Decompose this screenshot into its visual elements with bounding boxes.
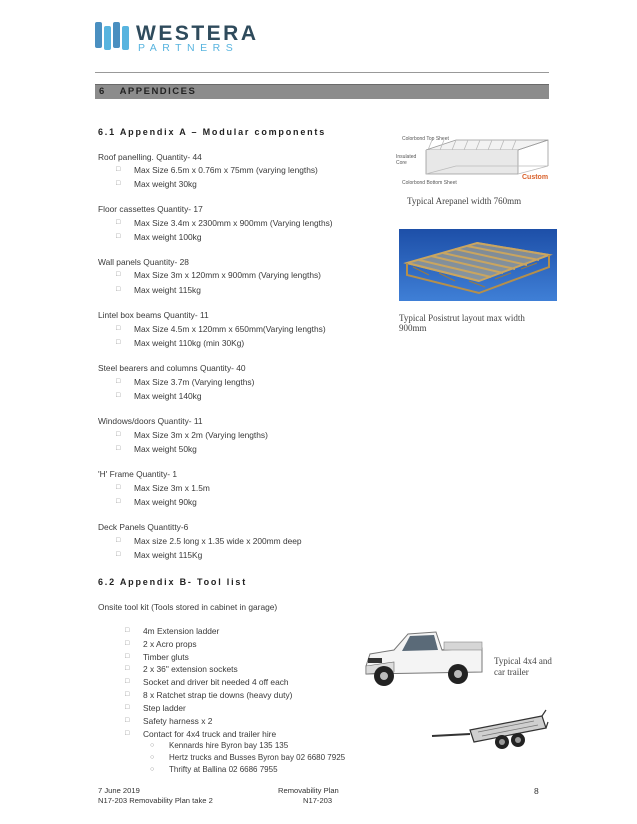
bullet-icon: □ — [116, 271, 121, 278]
vehicle-caption-line1: Typical 4x4 and — [494, 656, 552, 666]
logo-primary-text: WESTERA — [136, 22, 259, 45]
group-item: Max weight 115kg — [134, 285, 201, 295]
bullet-icon: □ — [116, 392, 121, 399]
group-item: Max weight 140kg — [134, 391, 202, 401]
tool-item: 2 x Acro props — [143, 639, 197, 649]
tool-item: Contact for 4x4 truck and trailer hire — [143, 729, 277, 739]
group-title: Floor cassettes Quantity- 17 — [98, 204, 203, 214]
vehicle-caption-line2: car trailer — [494, 667, 529, 677]
bullet-icon: □ — [116, 325, 121, 332]
group-title: Steel bearers and columns Quantity- 40 — [98, 363, 246, 373]
group-item: Max Size 4.5m x 120mm x 650mm(Varying lengths) — [134, 324, 326, 334]
tool-item: 8 x Ratchet strap tie downs (heavy duty) — [143, 690, 293, 700]
group-title: Roof panelling. Quantity- 44 — [98, 152, 202, 162]
tool-item: Timber gluts — [143, 652, 189, 662]
bullet-icon: □ — [116, 484, 121, 491]
section-title: 6 APPENDICES — [99, 86, 197, 97]
group-item: Max Size 3.7m (Varying lengths) — [134, 377, 255, 387]
page-number: 8 — [534, 786, 539, 796]
bullet-icon: □ — [125, 640, 130, 647]
ute-truck-image — [360, 626, 486, 692]
bullet-icon: □ — [125, 730, 130, 737]
footer-center-title: Removability Plan — [278, 786, 339, 795]
hire-contact: Kennards hire Byron bay 135 135 — [169, 741, 289, 750]
bullet-icon: □ — [116, 166, 121, 173]
appendix-b-heading: 6.2 Appendix B- Tool list — [98, 577, 248, 587]
bullet-icon: □ — [116, 219, 121, 226]
section-heading-bar — [95, 84, 549, 99]
group-item: Max weight 90kg — [134, 497, 197, 507]
bullet-icon: □ — [125, 678, 130, 685]
bullet-icon: □ — [125, 653, 130, 660]
group-item: Max weight 50kg — [134, 444, 197, 454]
arepanel-caption: Typical Arepanel width 760mm — [407, 196, 522, 206]
group-item: Max Size 6.5m x 0.76m x 75mm (varying lengths) — [134, 165, 318, 175]
group-title: Deck Panels Quantitty-6 — [98, 522, 189, 532]
group-item: Max weight 110kg (min 30Kg) — [134, 338, 245, 348]
bullet-icon: □ — [116, 339, 121, 346]
bullet-icon: □ — [116, 431, 121, 438]
group-item: Max weight 100kg — [134, 232, 202, 242]
bullet-icon: □ — [116, 378, 121, 385]
group-title: Windows/doors Quantity- 11 — [98, 416, 203, 426]
arepanel-label-top: Colorbond Top Sheet — [402, 136, 449, 142]
bullet-icon: □ — [116, 445, 121, 452]
bullet-icon: □ — [125, 691, 130, 698]
bullet-icon: □ — [125, 717, 130, 724]
group-item: Max Size 3m x 1.5m — [134, 483, 210, 493]
tool-item: 2 x 36" extension sockets — [143, 664, 238, 674]
logo-secondary-text: PARTNERS — [138, 42, 239, 54]
bullet-icon: □ — [125, 665, 130, 672]
arepanel-brand-logo: Custom — [522, 174, 549, 181]
arepanel-label-bottom: Colorbond Bottom Sheet — [402, 180, 457, 186]
group-title: 'H' Frame Quantity- 1 — [98, 469, 178, 479]
westera-logo-icon — [95, 20, 131, 52]
car-trailer-image — [430, 708, 550, 754]
tool-kit-intro: Onsite tool kit (Tools stored in cabinet in garage) — [98, 602, 278, 612]
bullet-icon: □ — [116, 286, 121, 293]
footer-date: 7 June 2019 — [98, 786, 140, 795]
sub-bullet-icon: ○ — [150, 742, 155, 749]
arepanel-label-core: Insulated Core — [396, 154, 417, 166]
posistrut-caption-line2: 900mm — [399, 323, 427, 333]
arepanel-diagram — [396, 136, 556, 192]
hire-contact: Thrifty at Ballina 02 6686 7955 — [169, 765, 278, 774]
bullet-icon: □ — [116, 180, 121, 187]
appendix-a-heading: 6.1 Appendix A – Modular components — [98, 127, 327, 137]
group-item: Max weight 115Kg — [134, 550, 203, 560]
tool-item: Socket and driver bit needed 4 off each — [143, 677, 289, 687]
posistrut-photo — [399, 229, 557, 301]
footer-doc-ref: N17-203 Removability Plan take 2 — [98, 796, 213, 805]
sub-bullet-icon: ○ — [150, 766, 155, 773]
header-divider — [95, 72, 549, 73]
posistrut-caption-line1: Typical Posistrut layout max width — [399, 313, 525, 323]
group-title: Lintel box beams Quantity- 11 — [98, 310, 209, 320]
group-item: Max Size 3.4m x 2300mm x 900mm (Varying lengths) — [134, 218, 333, 228]
group-item: Max weight 30kg — [134, 179, 197, 189]
bullet-icon: □ — [116, 551, 121, 558]
group-item: Max size 2.5 long x 1.35 wide x 200mm deep — [134, 536, 302, 546]
tool-item: Step ladder — [143, 703, 186, 713]
bullet-icon: □ — [125, 627, 130, 634]
sub-bullet-icon: ○ — [150, 754, 155, 761]
bullet-icon: □ — [125, 704, 130, 711]
tool-item: Safety harness x 2 — [143, 716, 213, 726]
group-item: Max Size 3m x 120mm x 900mm (Varying lengths) — [134, 270, 321, 280]
bullet-icon: □ — [116, 498, 121, 505]
group-title: Wall panels Quantity- 28 — [98, 257, 189, 267]
bullet-icon: □ — [116, 233, 121, 240]
hire-contact: Hertz trucks and Busses Byron bay 02 6680 7925 — [169, 753, 346, 762]
footer-center-ref: N17-203 — [303, 796, 333, 805]
group-item: Max Size 3m x 2m (Varying lengths) — [134, 430, 268, 440]
bullet-icon: □ — [116, 537, 121, 544]
tool-item: 4m Extension ladder — [143, 626, 220, 636]
